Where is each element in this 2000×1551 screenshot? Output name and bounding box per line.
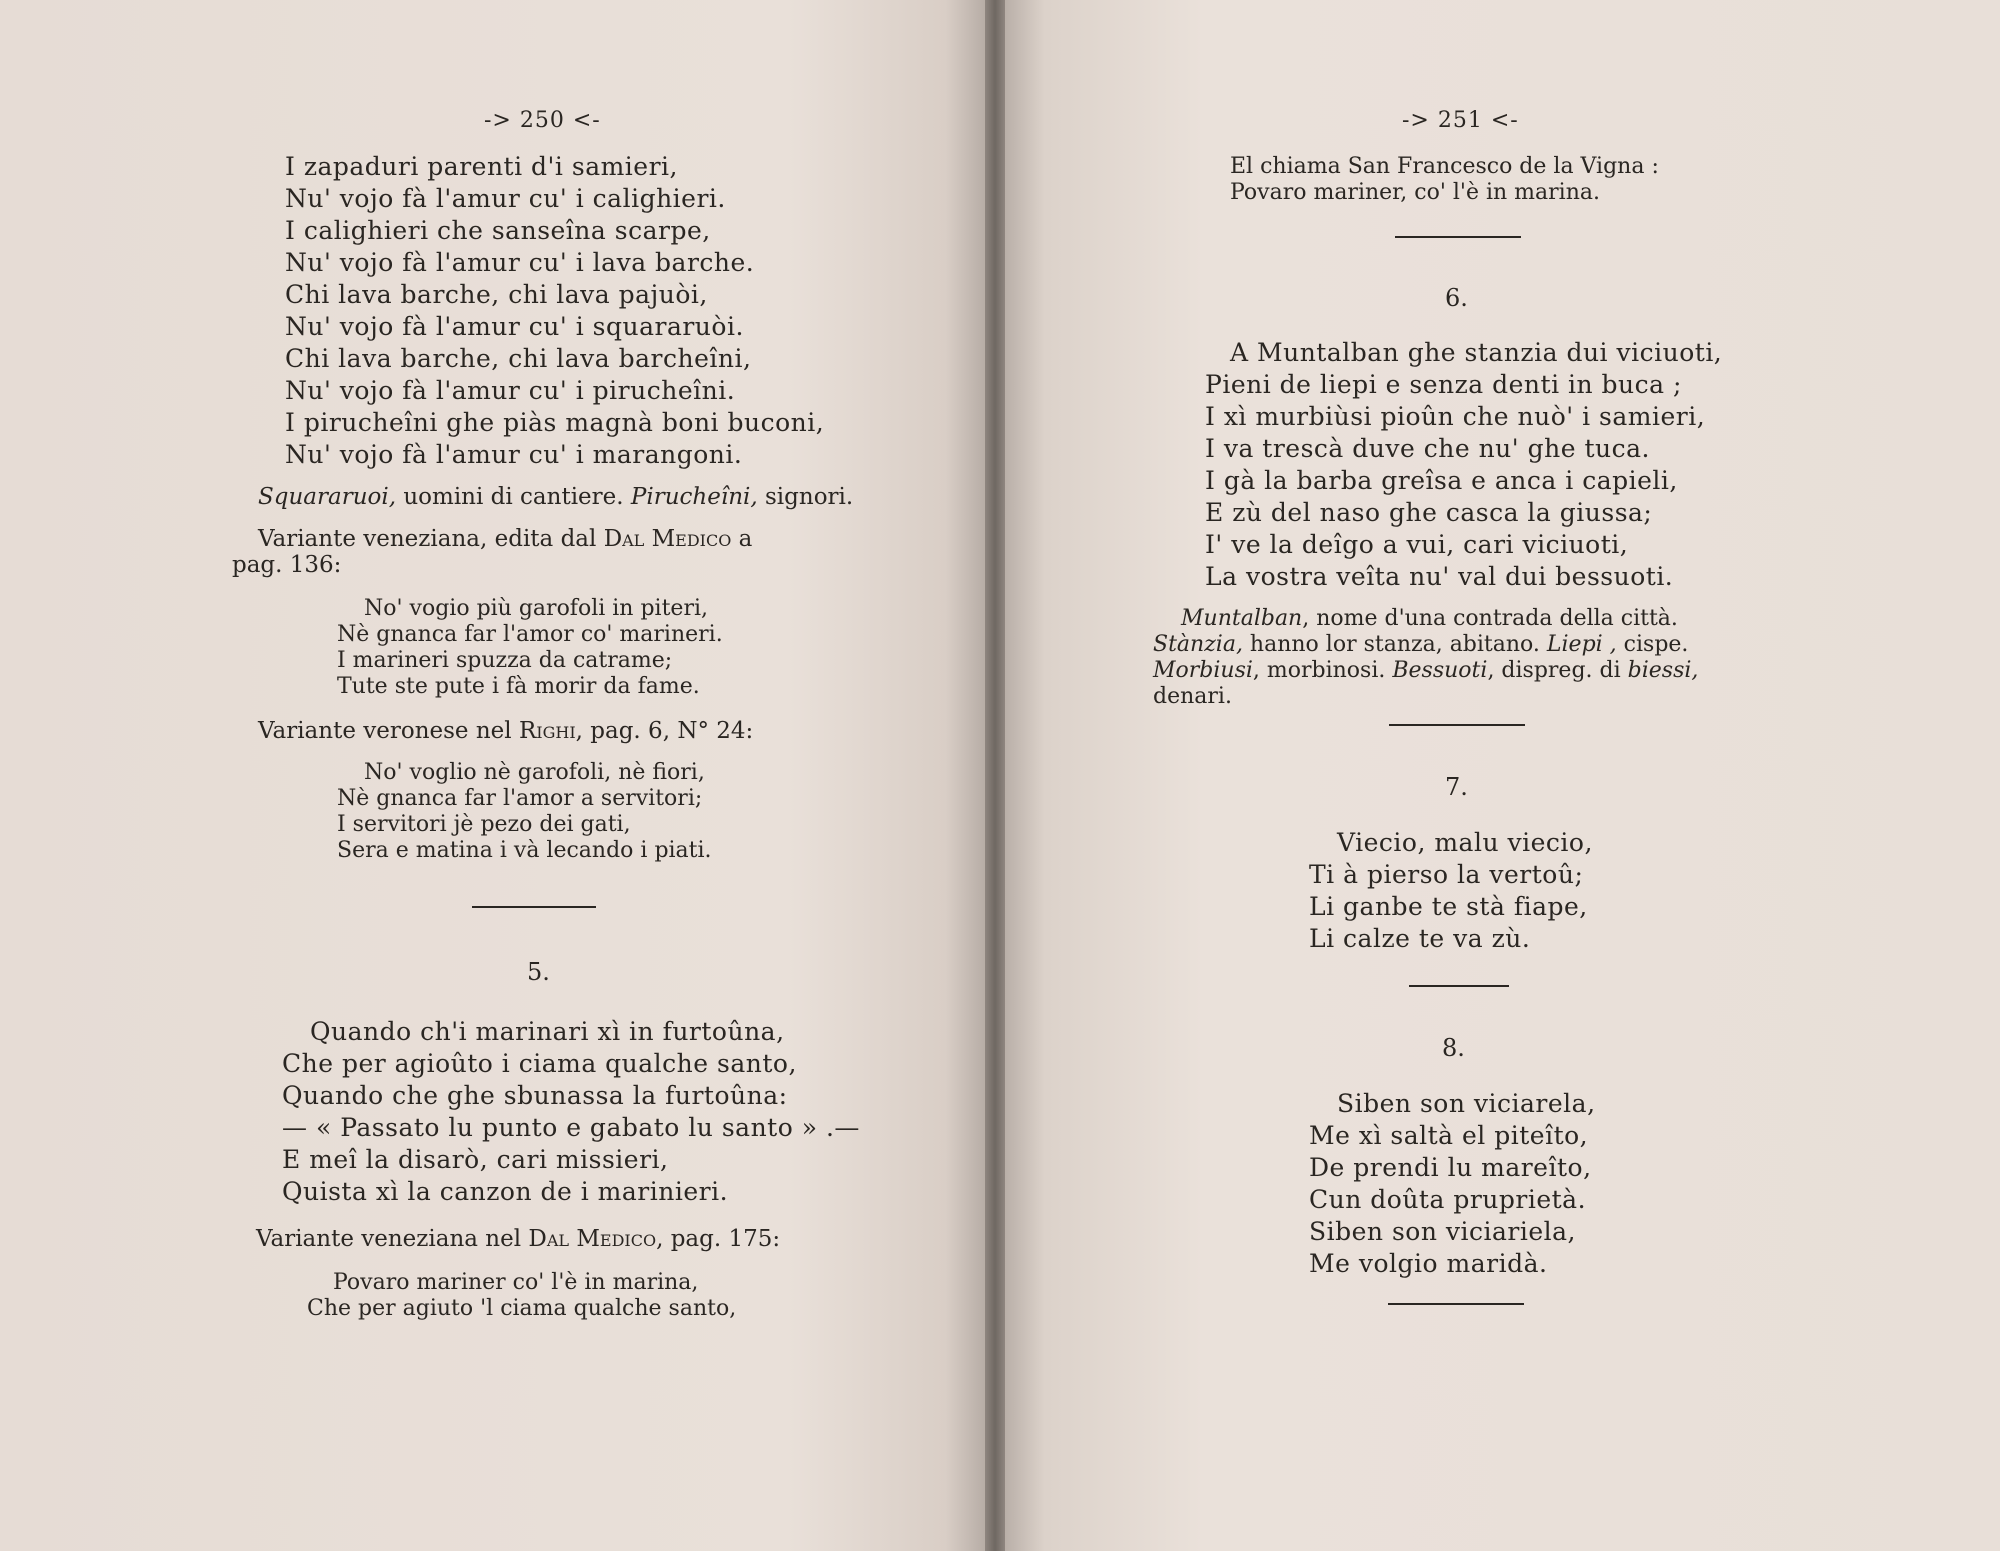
variant-verse-line: No' vogio più garofoli in piteri, (364, 596, 708, 621)
section-divider (1409, 985, 1509, 987)
book-gutter (985, 0, 1005, 1551)
continued-line: El chiama San Francesco de la Vigna : (1230, 154, 1659, 179)
poem-line: La vostra veîta nu' val dui bessuoti. (1205, 562, 1674, 591)
poem-line: Nu' vojo fà l'amur cu' i marangoni. (285, 440, 743, 469)
section-number: 7. (1445, 773, 1468, 801)
gloss-note: Muntalban, nome d'una contrada della città. (1181, 606, 1678, 631)
variant-verse-line: Tute ste pute i fà morir da fame. (337, 674, 700, 699)
poem-line: Che per agioûto i ciama qualche santo, (282, 1049, 797, 1078)
poem-line: I pirucheîni ghe piàs magnà boni buconi, (285, 408, 825, 437)
poem-line: Siben son viciarela, (1337, 1089, 1596, 1118)
poem-line: Nu' vojo fà l'amur cu' i pirucheîni. (285, 376, 736, 405)
poem-line: I zapaduri parenti d'i samieri, (285, 152, 678, 181)
variant-verse-line: Nè gnanca far l'amor a servitori; (337, 786, 703, 811)
poem-line: Nu' vojo fà l'amur cu' i calighieri. (285, 184, 726, 213)
poem-line: Pieni de liepi e senza denti in buca ; (1205, 370, 1682, 399)
poem-line: Quando che ghe sbunassa la furtoûna: (282, 1081, 788, 1110)
page-number-left: -> 250 <- (484, 108, 601, 133)
poem-line: Nu' vojo fà l'amur cu' i squararuòi. (285, 312, 744, 341)
poem-line: Me xì saltà el piteîto, (1309, 1121, 1589, 1150)
poem-line: Me volgio maridà. (1309, 1249, 1548, 1278)
variant-verse-line: Che per agiuto 'l ciama qualche santo, (307, 1296, 737, 1321)
poem-line: Cun doûta pruprietà. (1309, 1185, 1587, 1214)
poem-line: Nu' vojo fà l'amur cu' i lava barche. (285, 248, 755, 277)
section-number: 5. (527, 958, 550, 986)
poem-line: Ti à pierso la vertoû; (1309, 860, 1584, 889)
poem-line: I gà la barba greîsa e anca i capieli, (1205, 466, 1678, 495)
poem-line: — « Passato lu punto e gabato lu santo » .— (282, 1113, 860, 1142)
section-divider (1389, 724, 1525, 726)
poem-line: Siben son viciariela, (1309, 1217, 1577, 1246)
section-divider (472, 906, 596, 908)
page-number-value: 250 (519, 108, 565, 133)
poem-line: Quista xì la canzon de i marinieri. (282, 1177, 729, 1206)
gloss-note: denari. (1153, 684, 1232, 709)
section-number: 6. (1445, 284, 1468, 312)
poem-line: E meî la disarò, cari missieri, (282, 1145, 669, 1174)
poem-line: Chi lava barche, chi lava pajuòi, (285, 280, 708, 309)
poem-line: Viecio, malu viecio, (1337, 828, 1593, 857)
poem-line: I va trescà duve che nu' ghe tuca. (1205, 434, 1650, 463)
variant-verse-line: Nè gnanca far l'amor co' marineri. (337, 622, 723, 647)
poem-line: I calighieri che sanseîna scarpe, (285, 216, 711, 245)
page-number-value: 251 (1437, 108, 1483, 133)
variant-verse-line: I marineri spuzza da catrame; (337, 648, 673, 673)
left-page (0, 0, 985, 1551)
poem-line: E zù del naso ghe casca la giussa; (1205, 498, 1653, 527)
poem-line: I' ve la deîgo a vui, cari viciuoti, (1205, 530, 1629, 559)
poem-line: Quando ch'i marinari xì in furtoûna, (310, 1017, 785, 1046)
section-number: 8. (1442, 1034, 1465, 1062)
variant-verse-line: Povaro mariner co' l'è in marina, (333, 1270, 699, 1295)
variant-intro: Variante veronese nel Righi, pag. 6, N° 24: (258, 718, 754, 744)
variant-intro: Variante veneziana nel Dal Medico, pag. 175: (256, 1226, 781, 1252)
poem-line: A Muntalban ghe stanzia dui viciuoti, (1230, 338, 1723, 367)
poem-line: Li calze te va zù. (1309, 924, 1531, 953)
gloss-note: Morbiusi, morbinosi. Bessuoti, dispreg. di biessi, (1153, 658, 1699, 683)
poem-line: I xì murbiùsi pioûn che nuò' i samieri, (1205, 402, 1706, 431)
poem-line: Chi lava barche, chi lava barcheîni, (285, 344, 752, 373)
variant-verse-line: No' voglio nè garofoli, nè fiori, (364, 760, 705, 785)
gloss-note: Stànzia, hanno lor stanza, abitano. Liepi , cispe. (1153, 632, 1689, 657)
section-divider (1395, 236, 1521, 238)
variant-intro: Variante veneziana, edita dal Dal Medico a (258, 526, 753, 552)
variant-verse-line: Sera e matina i và lecando i piati. (337, 838, 712, 863)
poem-line: De prendi lu mareîto, (1309, 1153, 1592, 1182)
variant-intro-cont: pag. 136: (232, 552, 342, 578)
right-page (1005, 0, 2000, 1551)
gloss-note: Squararuoi, uomini di cantiere. Pirucheîni, signori. (258, 484, 854, 510)
poem-line: Li ganbe te stà fiape, (1309, 892, 1588, 921)
variant-verse-line: I servitori jè pezo dei gati, (337, 812, 631, 837)
page-number-right: -> 251 <- (1402, 108, 1519, 133)
continued-line: Povaro mariner, co' l'è in marina. (1230, 180, 1600, 205)
section-divider (1388, 1303, 1524, 1305)
